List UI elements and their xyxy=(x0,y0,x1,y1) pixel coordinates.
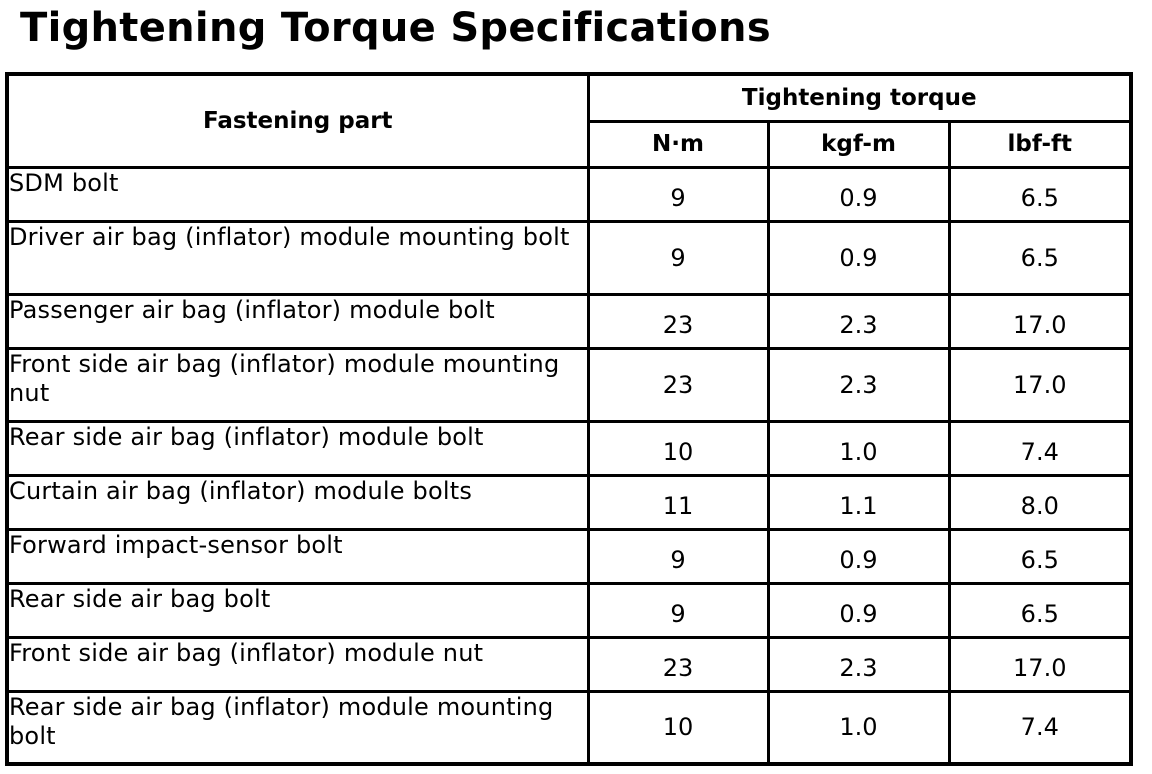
torque-kgfm-cell: 0.9 xyxy=(768,529,949,583)
table-body xyxy=(7,167,1131,764)
torque-kgfm-cell: 1.0 xyxy=(768,421,949,475)
unit-kgfm-header: kgf-m xyxy=(768,121,949,167)
table-row xyxy=(7,348,1131,421)
torque-lbfft-cell: 6.5 xyxy=(949,221,1131,294)
torque-kgfm-cell: 0.9 xyxy=(768,221,949,294)
table-row xyxy=(7,221,1131,294)
tightening-torque-header: Tightening torque xyxy=(588,74,1131,121)
torque-nm-cell: 11 xyxy=(588,475,768,529)
torque-lbfft-cell: 17.0 xyxy=(949,637,1131,691)
torque-lbfft-cell: 7.4 xyxy=(949,691,1131,764)
torque-spec-table xyxy=(5,72,1133,766)
torque-kgfm-cell: 1.0 xyxy=(768,691,949,764)
fastening-part-cell: Rear side air bag (inflator) module mounting bolt xyxy=(7,691,588,764)
fastening-part-cell: Front side air bag (inflator) module nut xyxy=(7,637,588,691)
torque-nm-cell: 23 xyxy=(588,348,768,421)
fastening-part-cell: SDM bolt xyxy=(7,167,588,221)
torque-kgfm-cell: 2.3 xyxy=(768,294,949,348)
fastening-part-cell: Passenger air bag (inflator) module bolt xyxy=(7,294,588,348)
fastening-part-cell: Rear side air bag (inflator) module bolt xyxy=(7,421,588,475)
unit-lbfft-header: lbf-ft xyxy=(949,121,1131,167)
table-row xyxy=(7,421,1131,475)
torque-kgfm-cell: 0.9 xyxy=(768,167,949,221)
table-row xyxy=(7,475,1131,529)
fastening-part-cell: Forward impact-sensor bolt xyxy=(7,529,588,583)
torque-nm-cell: 9 xyxy=(588,221,768,294)
torque-lbfft-cell: 6.5 xyxy=(949,583,1131,637)
table-row xyxy=(7,294,1131,348)
torque-lbfft-cell: 8.0 xyxy=(949,475,1131,529)
table-row xyxy=(7,583,1131,637)
torque-lbfft-cell: 7.4 xyxy=(949,421,1131,475)
torque-nm-cell: 23 xyxy=(588,637,768,691)
torque-kgfm-cell: 1.1 xyxy=(768,475,949,529)
table-row xyxy=(7,691,1131,764)
torque-nm-cell: 9 xyxy=(588,529,768,583)
table-row xyxy=(7,637,1131,691)
torque-nm-cell: 10 xyxy=(588,691,768,764)
fastening-part-cell: Front side air bag (inflator) module mounting nut xyxy=(7,348,588,421)
torque-lbfft-cell: 6.5 xyxy=(949,529,1131,583)
torque-lbfft-cell: 6.5 xyxy=(949,167,1131,221)
fastening-part-header: Fastening part xyxy=(7,74,588,167)
table-row xyxy=(7,529,1131,583)
torque-lbfft-cell: 17.0 xyxy=(949,348,1131,421)
torque-nm-cell: 23 xyxy=(588,294,768,348)
unit-nm-header: N·m xyxy=(588,121,768,167)
torque-nm-cell: 10 xyxy=(588,421,768,475)
fastening-part-cell: Driver air bag (inflator) module mounting bolt xyxy=(7,221,588,294)
torque-kgfm-cell: 2.3 xyxy=(768,348,949,421)
torque-lbfft-cell: 17.0 xyxy=(949,294,1131,348)
table-row xyxy=(7,167,1131,221)
torque-nm-cell: 9 xyxy=(588,167,768,221)
fastening-part-cell: Curtain air bag (inflator) module bolts xyxy=(7,475,588,529)
table-header xyxy=(7,74,1131,167)
page-title: Tightening Torque Specifications xyxy=(20,5,771,51)
torque-nm-cell: 9 xyxy=(588,583,768,637)
torque-kgfm-cell: 0.9 xyxy=(768,583,949,637)
torque-kgfm-cell: 2.3 xyxy=(768,637,949,691)
fastening-part-cell: Rear side air bag bolt xyxy=(7,583,588,637)
